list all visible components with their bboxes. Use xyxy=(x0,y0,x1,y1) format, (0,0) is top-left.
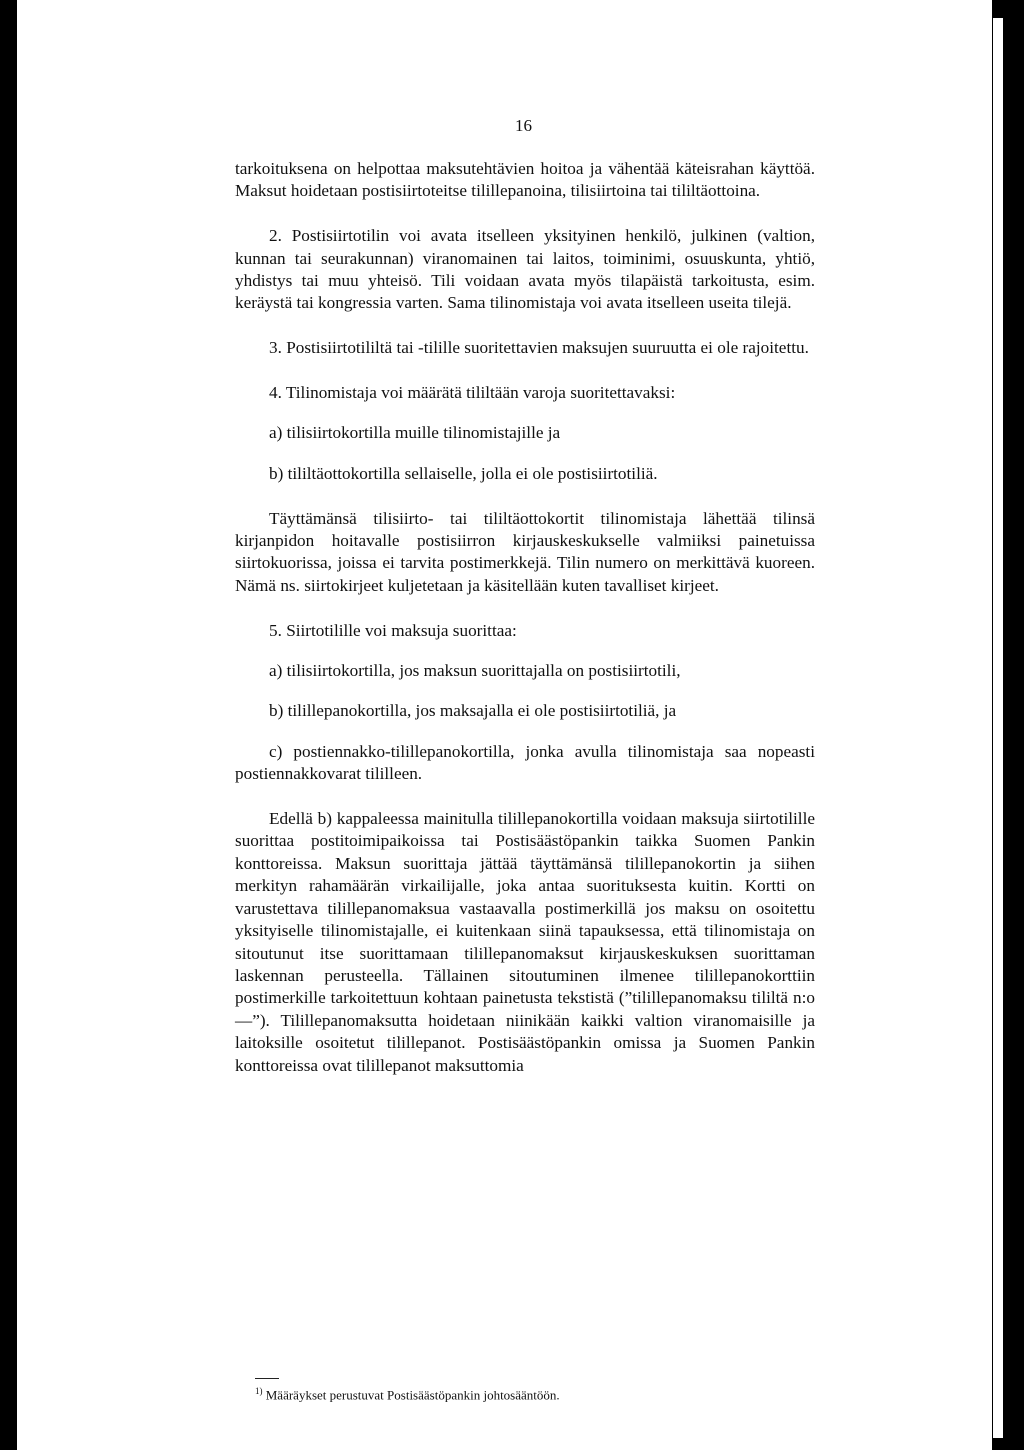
paragraph-deposit: Edellä b) kappaleessa mainitulla tilillepanokortilla voidaan maksuja siirtotilille suorittaa postitoimipaikoissa tai Postisäästöpankin taikka Suomen Pankin konttoreissa. Maksun suorittaja jättää täyttämänsä tilillepanokortin ja siihen merkityn rahamäärän virkailijalle, joka antaa suorituksesta kuitin. Kortti on varustettava tilillepanomaksua vastaavalla postimerkillä jos maksu on osoitettu yksityiselle tilinomistajalle, ei kuitenkaan siinä tapauksessa, että tilinomistaja on sitoutunut itse suorittamaan tilillepanomaksut kirjauskeskuksen suorittaman laskennan perusteella. Tällainen sitoutuminen ilmenee tilillepanokorttiin postimerkille tarkoitettuun kohtaan painetusta tekstistä (”tilillepanomaksu tililtä n:o —”). Tilillepanomaksutta hoidetaan niinikään kaikki valtion viranomaisille ja laitoksille osoitetut tilillepanot. Postisäästöpankin omissa ja Suomen Pankin konttoreissa ovat tilillepanot maksuttomia xyxy=(235,809,815,1075)
paragraph-5c: c) postiennakko-tilillepanokortilla, jonka avulla tilinomistaja saa nopeasti postiennakkovarat tililleen. xyxy=(235,741,815,784)
paragraph-5a: a) tilisiirtokortilla, jos maksun suorittajalla on postisiirtotili, xyxy=(269,661,681,681)
paragraph-5: 5. Siirtotilille voi maksuja suorittaa: xyxy=(269,620,517,640)
paragraph-4b: b) tililtäottokortilla sellaiselle, jolla ei ole postisiirtotiliä. xyxy=(269,463,658,483)
paragraph-3: 3. Postisiirtotililtä tai -tilille suoritettavien maksujen suuruutta ei ole rajoitettu. xyxy=(269,338,809,358)
body-text xyxy=(235,158,815,1077)
paragraph-5b: b) tilillepanokortilla, jos maksajalla ei ole postisiirtotiliä, ja xyxy=(269,701,677,721)
paragraph-4a: a) tilisiirtokortilla muille tilinomistajille ja xyxy=(269,423,561,443)
paragraph-4: 4. Tilinomistaja voi määrätä tililtään varoja suoritettavaksi: xyxy=(269,383,676,403)
paragraph-intro: tarkoituksena on helpottaa maksutehtävien hoitoa ja vähentää käteisrahan käyttöä. Maksut hoidetaan postisiirtoteitse tilillepanoina, tilisiirtoina tai tililtäottoina. xyxy=(235,159,815,201)
footnote-marker: 1) xyxy=(255,1386,263,1396)
footnote-rule xyxy=(255,1378,279,1379)
paragraph-envelopes: Täyttämänsä tilisiirto- tai tililtäottokortit tilinomistaja lähettää tilinsä kirjanpidon hoitavalle postisiirron kirjauskeskukselle valmiiksi painetuissa siirtokuorissa, joissa ei tarvita postimerkkejä. Tilin numero on merkittävä kuoreen. Nämä ns. siirtokirjeet kuljetetaan ja käsitellään kuten tavalliset kirjeet. xyxy=(235,508,815,595)
footnote xyxy=(255,1383,815,1403)
scan-edge xyxy=(993,18,1003,1438)
footnote-text: Määräykset perustuvat Postisäästöpankin johtosääntöön. xyxy=(265,1387,560,1403)
page-number: 16 xyxy=(515,116,532,135)
paragraph-2: 2. Postisiirtotilin voi avata itselleen yksityinen henkilö, julkinen (valtion, kunnan tai seurakunnan) viranomainen tai laitos, toiminimi, osuuskunta, yhtiö, yhdistys tai muu yhteisö. Tili voidaan avata myös tilapäistä tarkoitusta, esim. keräystä tai kongressia varten. Sama tilinomistaja voi avata itselleen useita tilejä. xyxy=(235,226,815,313)
